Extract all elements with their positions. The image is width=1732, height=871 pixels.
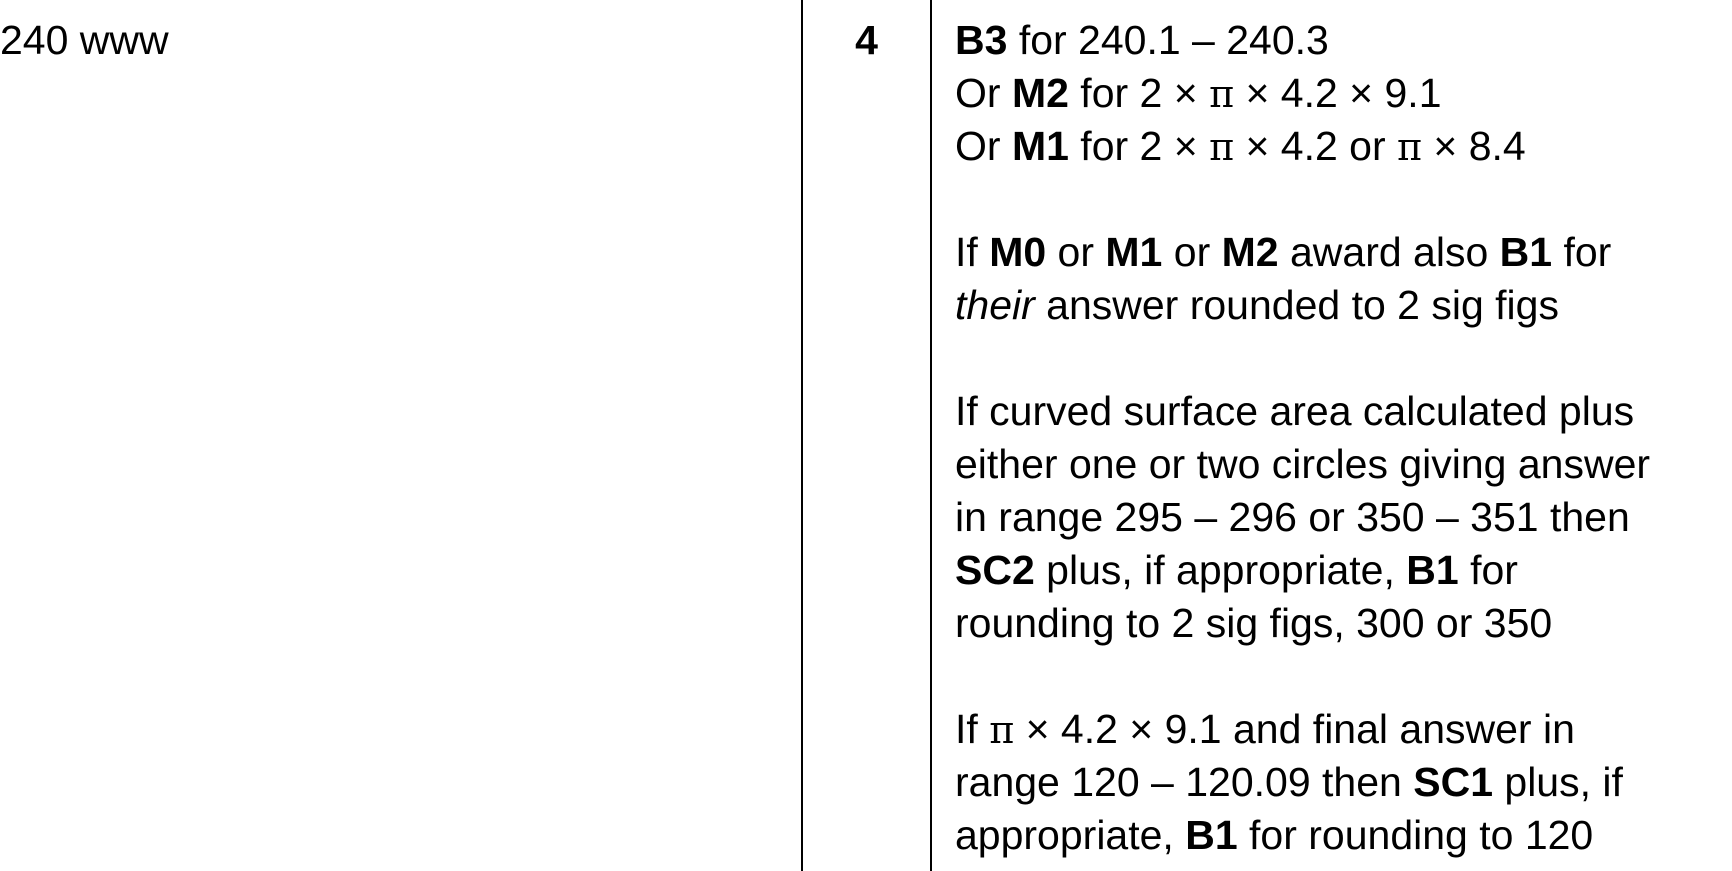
guidance-line: either one or two circles giving answer (955, 441, 1651, 487)
guidance-line-sc1: range 120 – 120.09 then SC1 plus, if (955, 759, 1623, 805)
guidance-line: in range 295 – 296 or 350 – 351 then (955, 494, 1630, 540)
mark-code: B3 (955, 17, 1008, 63)
guidance-line-b3: B3 for 240.1 – 240.3 (955, 17, 1329, 63)
marks-cell: 4 (855, 17, 878, 63)
guidance-line-m2: Or M2 for 2 × π × 4.2 × 9.1 (955, 70, 1442, 116)
spacer (955, 332, 1732, 385)
guidance-line-b1-120: appropriate, B1 for rounding to 120 (955, 812, 1594, 858)
column-divider-left (801, 0, 803, 871)
answer-cell: 240 www (0, 17, 169, 63)
pi-symbol: π (1209, 72, 1235, 116)
guidance-line-m1: Or M1 for 2 × π × 4.2 or π × 8.4 (955, 123, 1526, 169)
guidance-line: If curved surface area calculated plus (955, 388, 1635, 434)
guidance-line-rounding: their answer rounded to 2 sig figs (955, 282, 1559, 328)
column-divider-right (930, 0, 932, 871)
mark-code: M2 (1011, 70, 1069, 116)
pi-symbol: π (989, 708, 1015, 752)
guidance-line-b1-award: If M0 or M1 or M2 award also B1 for (955, 229, 1612, 275)
guidance-line: rounding to 2 sig figs, 300 or 350 (955, 600, 1553, 646)
spacer (955, 173, 1732, 226)
pi-symbol: π (1209, 125, 1235, 169)
mark-code: M1 (1011, 123, 1069, 169)
guidance-cell (955, 14, 1732, 862)
spacer (955, 650, 1732, 703)
guidance-line-sc2: SC2 plus, if appropriate, B1 for (955, 547, 1518, 593)
pi-symbol: π (1397, 125, 1423, 169)
guidance-line-pi: If π × 4.2 × 9.1 and final answer in (955, 706, 1575, 752)
